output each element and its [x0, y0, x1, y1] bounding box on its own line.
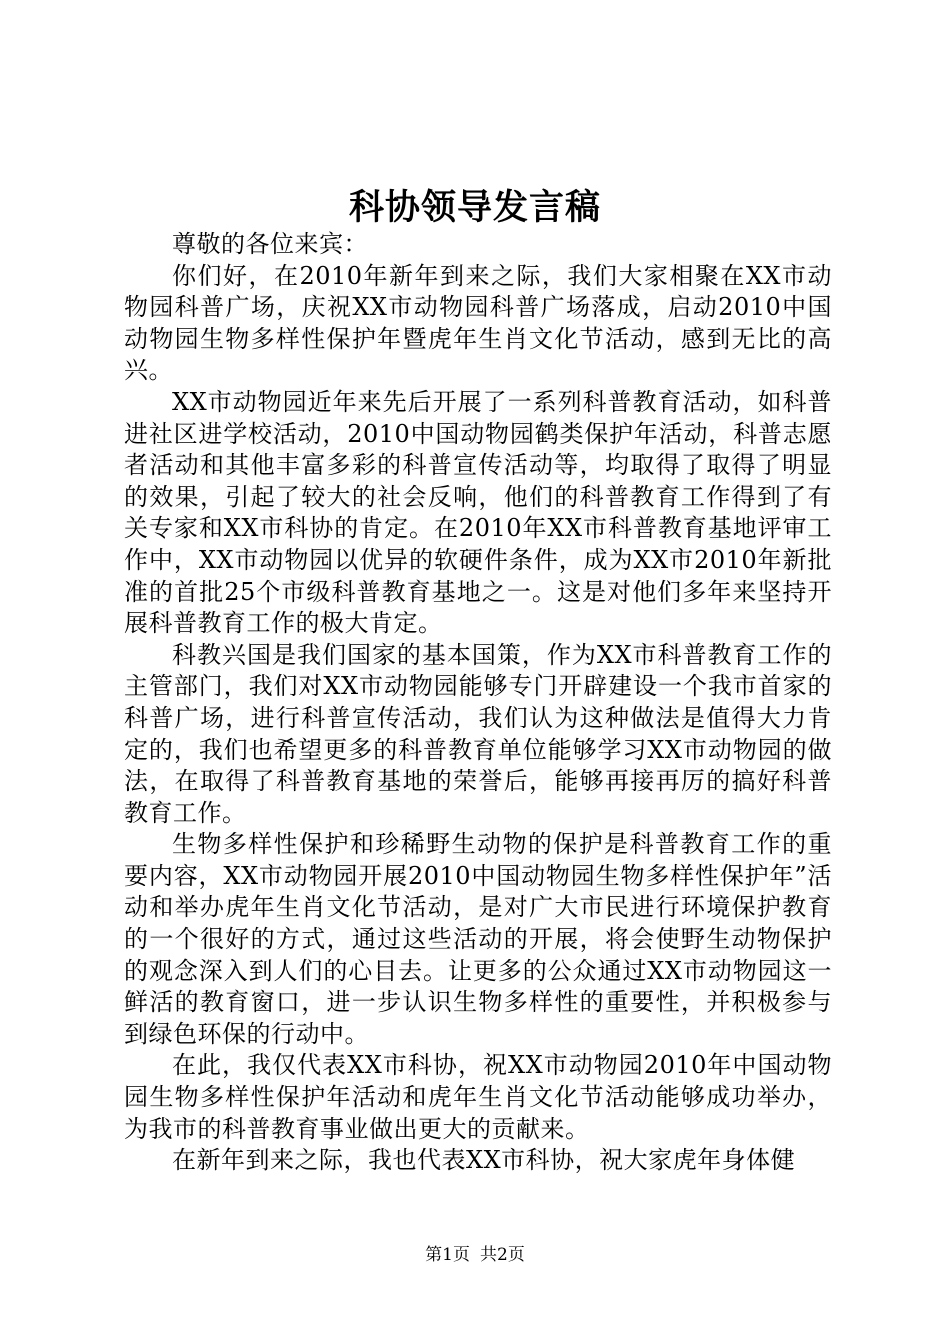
salutation: 尊敬的各位来宾： — [172, 230, 368, 258]
document-body — [124, 229, 832, 1177]
document-title: 科协领导发言稿 — [348, 187, 601, 228]
paragraph-wishes: 在此，我仅代表XX市科协，祝XX市动物园2010年中国动物园生物多样性保护年活动和虎年生肖文化节活动能够成功举办，为我市的科普教育事业做出更大的贡献来。 — [124, 1051, 832, 1143]
paragraph-achievements: XX市动物园近年来先后开展了一系列科普教育活动，如科普进社区进学校活动，2010中国动物园鹤类保护年活动，科普志愿者活动和其他丰富多彩的科普宣传活动等，均取得了取得了明显的效果，引起了较大的社会反响，他们的科普教育工作得到了有关专家和XX市科协的肯定。在2010年XX市科普教育基地评审工作中，XX市动物园以优异的软硬件条件，成为XX市2010年新批准的首批25个市级科普教育基地之一。这是对他们多年来坚持开展科普教育工作的极大肯定。 — [124, 387, 832, 638]
paragraph-new-year: 在新年到来之际，我也代表XX市科协，祝大家虎年身体健 — [172, 1146, 796, 1175]
paragraph-biodiversity: 生物多样性保护和珍稀野生动物的保护是科普教育工作的重要内容，XX市动物园开展2010中国动物园生物多样性保护年”活动和举办虎年生肖文化节活动，是对广大市民进行环境保护教育的一个很好的方式，通过这些活动的开展，将会使野生动物保护的观念深入到人们的心目去。让更多的公众通过XX市动物园这一鲜活的教育窗口，进一步认识生物多样性的重要性，并积极参与到绿色环保的行动中。 — [124, 830, 832, 1048]
paragraph-policy: 科教兴国是我们国家的基本国策，作为XX市科普教育工作的主管部门，我们对XX市动物园能够专门开辟建设一个我市首家的科普广场，进行科普宣传活动，我们认为这种做法是值得大力肯定的，我们也希望更多的科普教育单位能够学习XX市动物园的做法，在取得了科普教育基地的荣誉后，能够再接再厉的搞好科普教育工作。 — [124, 640, 832, 827]
page-total: 共2页 — [480, 1245, 525, 1265]
page-footer — [0, 1243, 950, 1267]
page-number: 第1页 — [425, 1245, 470, 1265]
paragraph-greeting: 你们好，在2010年新年到来之际，我们大家相聚在XX市动物园科普广场，庆祝XX市动物园科普广场落成，启动2010中国动物园生物多样性保护年暨虎年生肖文化节活动，感到无比的高兴。 — [124, 261, 832, 385]
